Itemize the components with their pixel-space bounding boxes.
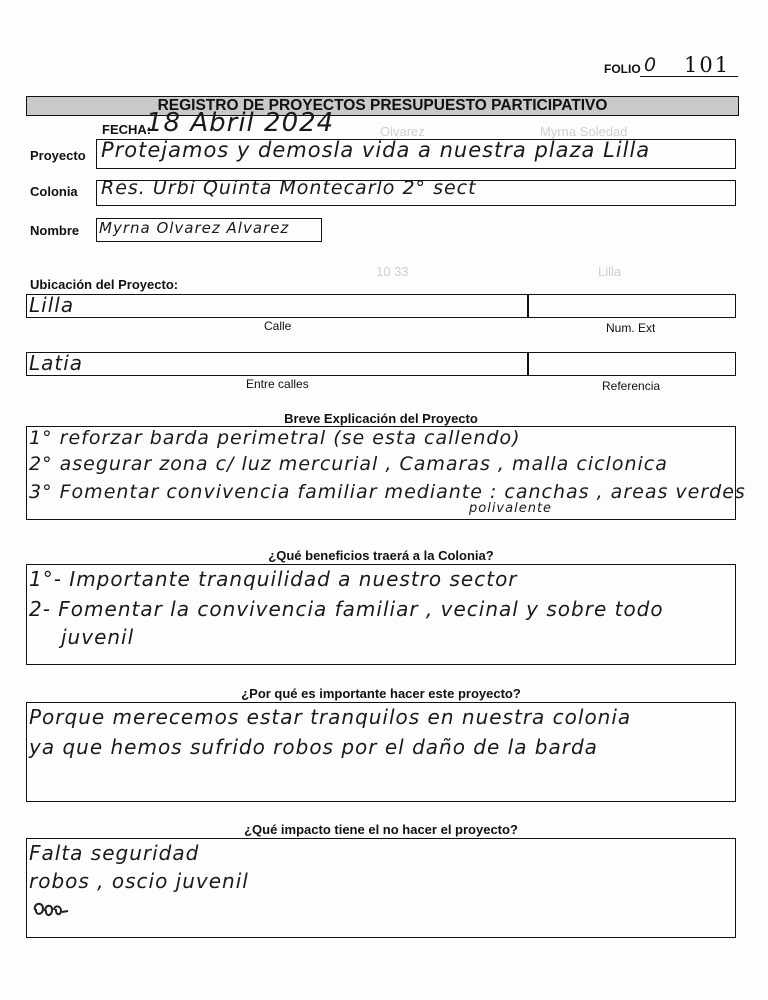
- proyecto-label: Proyecto: [30, 148, 86, 163]
- num-ext-field[interactable]: [527, 294, 736, 318]
- colonia-label: Colonia: [30, 184, 78, 199]
- beneficios-line-3: juvenil: [61, 625, 135, 649]
- beneficios-line-2: 2- Fomentar la convivencia familiar , vecinal y sobre todo: [29, 597, 664, 621]
- bleed-through-street: Lilla: [598, 264, 622, 279]
- importancia-title: ¿Por qué es importante hacer este proyecto?: [241, 686, 521, 701]
- fecha-value: 18 Abril 2024: [146, 108, 335, 138]
- proyecto-value: Protejamos y demosla vida a nuestra plaza Lilla: [101, 138, 651, 162]
- ubicacion-label: Ubicación del Proyecto:: [30, 277, 179, 292]
- colonia-field[interactable]: [96, 177, 736, 206]
- impacto-line-1: Falta seguridad: [29, 841, 200, 865]
- scribble-mark: [31, 899, 71, 921]
- colonia-value: Res. Urbi Quinta Montecarlo 2° sect: [101, 177, 477, 199]
- bleed-through-name: Myrna Soledad: [540, 124, 628, 139]
- beneficios-box[interactable]: [26, 564, 736, 665]
- impacto-line-2: robos , oscio juvenil: [29, 869, 249, 893]
- entre-calles-field[interactable]: [26, 352, 529, 376]
- nombre-label: Nombre: [30, 223, 80, 238]
- num-ext-caption: Num. Ext: [606, 321, 656, 335]
- folio-prefix: 0: [644, 54, 658, 76]
- form-title: [26, 96, 739, 116]
- fecha-label: FECHA:: [102, 122, 152, 137]
- folio-number: 101: [684, 53, 731, 77]
- calle-value: Lilla: [29, 293, 75, 317]
- calle-caption: Calle: [264, 319, 292, 333]
- referencia-field[interactable]: [527, 352, 736, 376]
- importancia-line-1: Porque merecemos estar tranquilos en nuestra colonia: [29, 705, 632, 729]
- nombre-field[interactable]: [96, 218, 322, 242]
- entre-calles-value: Latia: [29, 351, 84, 375]
- importancia-line-2: ya que hemos sufrido robos por el daño de la barda: [29, 735, 598, 759]
- entre-calles-caption: Entre calles: [246, 377, 309, 391]
- nombre-value: Myrna Olvarez Alvarez: [99, 219, 290, 237]
- form-title-text: REGISTRO DE PROYECTOS PRESUPUESTO PARTICIPATIVO: [157, 97, 608, 114]
- referencia-caption: Referencia: [602, 379, 661, 393]
- importancia-box[interactable]: [26, 702, 736, 802]
- calle-field[interactable]: [26, 294, 529, 318]
- proyecto-field[interactable]: [96, 139, 736, 169]
- explicacion-line-2: 2° asegurar zona c/ luz mercurial , Camaras , malla ciclonica: [29, 453, 668, 475]
- folio-label: FOLIO: [604, 62, 641, 76]
- explicacion-line-1: 1° reforzar barda perimetral (se esta callendo): [29, 427, 521, 449]
- bleed-through-surname: Olvarez: [380, 124, 425, 139]
- bleed-through-number: 10 33: [376, 264, 409, 279]
- impacto-box[interactable]: [26, 838, 736, 938]
- beneficios-title: ¿Qué beneficios traerá a la Colonia?: [268, 548, 494, 563]
- explicacion-title: Breve Explicación del Proyecto: [284, 411, 478, 426]
- impacto-title: ¿Qué impacto tiene el no hacer el proyecto?: [244, 822, 518, 837]
- explicacion-box[interactable]: [26, 426, 746, 520]
- folio: [604, 53, 740, 78]
- beneficios-line-1: 1°- Importante tranquilidad a nuestro sector: [29, 567, 518, 591]
- explicacion-line-4: polivalente: [469, 501, 553, 516]
- explicacion-line-3: 3° Fomentar convivencia familiar mediante : canchas , areas verdes: [29, 481, 746, 503]
